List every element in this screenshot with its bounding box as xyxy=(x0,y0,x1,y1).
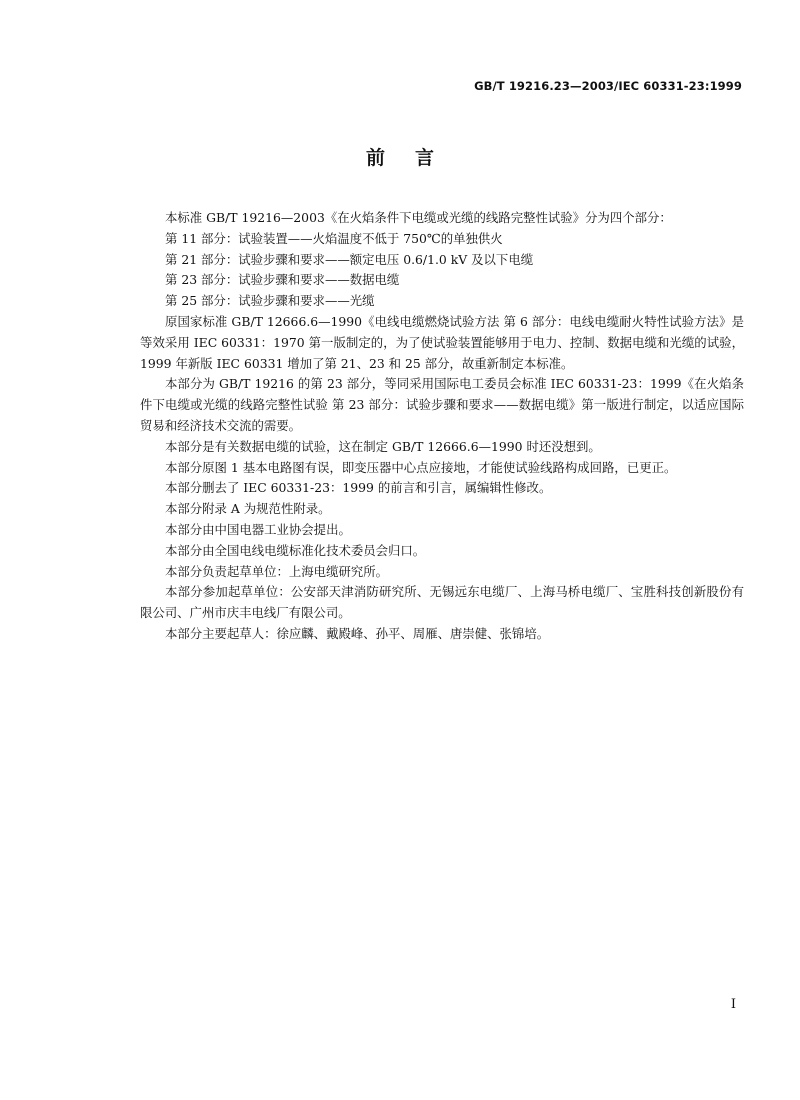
paragraph-editorial: 本部分删去了 IEC 60331-23：1999 的前言和引言，属编辑性修改。 xyxy=(165,480,552,496)
paragraph-data-cable: 本部分是有关数据电缆的试验，这在制定 GB/T 12666.6—1990 时还没想到。 xyxy=(165,438,601,454)
paragraph-history: 原国家标准 GB/T 12666.6—1990《电线电缆燃烧试验方法 第 6 部分：电线电缆耐火特性试验方法》是等效采用 IEC 60331：1970 第一版制定的，为了使试验装置能够用于电力、控制、数据电缆和光缆的试验，1999 年新版 IEC 60331 增加了第 21、23 和 25 部分，故重新制定本标准。 xyxy=(140,313,744,371)
paragraph-drafting-unit: 本部分负责起草单位：上海电缆研究所。 xyxy=(165,563,389,579)
standard-code-header: GB/T 19216.23—2003/IEC 60331-23:1999 xyxy=(474,79,742,93)
list-item-part-11: 第 11 部分：试验装置——火焰温度不低于 750℃的单独供火 xyxy=(165,230,503,246)
page-number: I xyxy=(730,997,736,1012)
paragraph-annex: 本部分附录 A 为规范性附录。 xyxy=(165,501,331,517)
paragraph-correction: 本部分原图 1 基本电路图有误，即变压器中心点应接地，才能使试验线路构成回路，已更正。 xyxy=(165,459,677,475)
list-item-part-23: 第 23 部分：试验步骤和要求——数据电缆 xyxy=(165,272,400,288)
paragraph-participating-units: 本部分参加起草单位：公安部天津消防研究所、无锡远东电缆厂、上海马桥电缆厂、宝胜科技创新股份有限公司、广州市庆丰电线厂有限公司。 xyxy=(140,584,744,621)
paragraph-drafters: 本部分主要起草人：徐应麟、戴殿峰、孙平、周雁、唐崇健、张锦培。 xyxy=(165,625,550,641)
list-item-part-21: 第 21 部分：试验步骤和要求——额定电压 0.6/1.0 kV 及以下电缆 xyxy=(165,251,534,267)
paragraph-committee: 本部分由全国电线电缆标准化技术委员会归口。 xyxy=(165,542,426,558)
paragraph-intro: 本标准 GB/T 19216—2003《在火焰条件下电缆或光缆的线路完整性试验》分为四个部分： xyxy=(165,210,672,225)
page-title: 前言 xyxy=(365,147,464,169)
paragraph-scope: 本部分为 GB/T 19216 的第 23 部分，等同采用国际电工委员会标准 IEC 60331-23：1999《在火焰条件下电缆或光缆的线路完整性试验 第 23 部分：试验步骤和要求——数据电缆》第一版进行制定，以适应国际贸易和经济技术交流的需要。 xyxy=(140,376,744,433)
list-item-part-25: 第 25 部分：试验步骤和要求——光缆 xyxy=(165,293,375,309)
paragraph-proposer: 本部分由中国电器工业协会提出。 xyxy=(165,521,351,537)
foreword-body xyxy=(140,208,744,645)
